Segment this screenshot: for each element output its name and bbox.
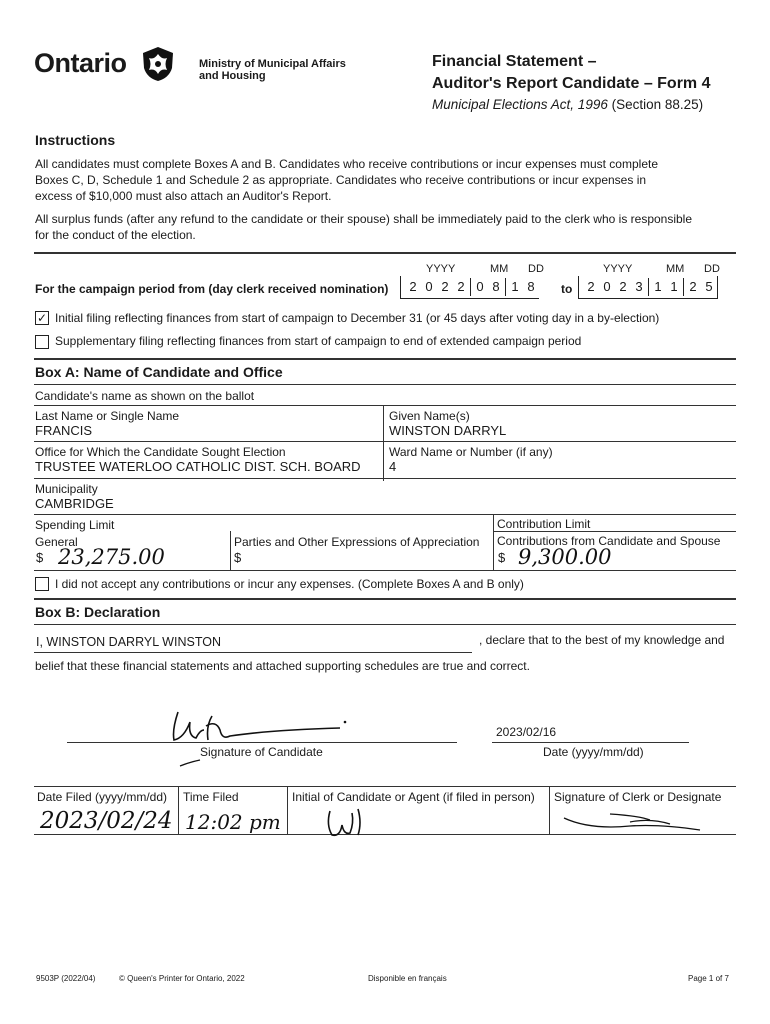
ballot-name-label: Candidate's name as shown on the ballot xyxy=(35,389,255,403)
french-link[interactable]: Disponible en français xyxy=(368,974,447,983)
office-label: Office for Which the Candidate Sought Election xyxy=(35,445,286,459)
clerk-signature-icon xyxy=(560,806,710,836)
instructions-p2-l2: for the conduct of the election. xyxy=(35,228,196,242)
spending-limit-label: Spending Limit xyxy=(35,518,115,532)
last-name-label: Last Name or Single Name xyxy=(35,409,180,423)
supplementary-filing-label: Supplementary filing reflecting finances from start of campaign to end of extended campaign period xyxy=(55,334,582,348)
from-year-digit: 0 xyxy=(425,279,433,294)
parties-label: Parties and Other Expressions of Appreciation xyxy=(234,535,480,549)
to-day-digit: 5 xyxy=(705,279,713,294)
box-a-top-rule xyxy=(34,358,736,360)
box-a-heading-rule xyxy=(34,384,736,385)
dd-label-from: DD xyxy=(528,263,544,275)
date-filed-label: Date Filed (yyyy/mm/dd) xyxy=(37,790,168,804)
act-name: Municipal Elections Act, 1996 xyxy=(432,97,608,112)
initial-label: Initial of Candidate or Agent (if filed in person) xyxy=(292,790,535,804)
dd-label-to: DD xyxy=(704,263,720,275)
supplementary-filing-checkbox[interactable] xyxy=(35,335,49,349)
ministry-line-2: and Housing xyxy=(199,70,266,82)
box-b-top-rule xyxy=(34,598,736,600)
from-year-digit: 2 xyxy=(409,279,417,294)
declaration-date-label: Date (yyyy/mm/dd) xyxy=(543,745,644,759)
to-label: to xyxy=(561,282,573,296)
time-filed-value[interactable]: 12:02 pm xyxy=(185,810,281,834)
to-year-digit: 2 xyxy=(587,279,595,294)
general-dollar-sign: $ xyxy=(36,550,44,565)
from-day-digit: 1 xyxy=(511,279,519,294)
period-to-field[interactable] xyxy=(578,276,718,299)
from-day-digit: 8 xyxy=(527,279,535,294)
general-label: General xyxy=(35,535,78,549)
ministry-line-1: Ministry of Municipal Affairs xyxy=(199,58,346,70)
contribution-limit-label: Contribution Limit xyxy=(497,517,591,531)
signature-label: Signature of Candidate xyxy=(200,745,323,759)
date-filed-value[interactable]: 2023/02/24 xyxy=(40,808,173,834)
municipality-value[interactable]: CAMBRIDGE xyxy=(35,496,114,511)
initial-filing-checkbox[interactable] xyxy=(35,311,49,325)
from-year-digit: 2 xyxy=(441,279,449,294)
office-value[interactable]: TRUSTEE WATERLOO CATHOLIC DIST. SCH. BOARD xyxy=(35,459,361,474)
contrib-candidate-label: Contributions from Candidate and Spouse xyxy=(497,534,721,548)
to-month-digit: 1 xyxy=(654,279,662,294)
form-title-line-1: Financial Statement – xyxy=(432,53,597,70)
no-contributions-checkbox[interactable] xyxy=(35,577,49,591)
ward-value[interactable]: 4 xyxy=(389,459,397,474)
ontario-logo xyxy=(34,48,127,79)
act-section: (Section 88.25) xyxy=(611,97,704,112)
ward-label: Ward Name or Number (if any) xyxy=(389,445,553,459)
candidate-signature-icon xyxy=(160,700,360,780)
instructions-p1-l2: Boxes C, D, Schedule 1 and Schedule 2 as appropriate. Candidates who receive contributions or incur expenses in xyxy=(35,173,647,187)
copyright: © Queen's Printer for Ontario, 2022 xyxy=(119,974,245,983)
time-filed-label: Time Filed xyxy=(183,790,239,804)
act-reference xyxy=(432,97,703,113)
last-name-value[interactable]: FRANCIS xyxy=(35,423,93,438)
initial-filing-label: Initial filing reflecting finances from start of campaign to December 31 (or 45 days after voting day in a by-election) xyxy=(55,311,660,325)
contrib-dollar-sign: $ xyxy=(498,550,506,565)
page-number: Page 1 of 7 xyxy=(688,974,729,983)
instructions-p1-l3: excess of $10,000 must also attach an Auditor's Report. xyxy=(35,189,332,203)
mm-label-to: MM xyxy=(666,263,685,275)
from-month-digit: 0 xyxy=(476,279,484,294)
parties-dollar-sign: $ xyxy=(234,550,242,565)
given-name-label: Given Name(s) xyxy=(389,409,470,423)
declaration-date-value[interactable]: 2023/02/16 xyxy=(496,725,557,739)
yyyy-label-to: YYYY xyxy=(603,263,633,275)
form-number: 9503P (2022/04) xyxy=(36,974,96,983)
yyyy-label-from: YYYY xyxy=(426,263,456,275)
no-contributions-label: I did not accept any contributions or incur any expenses. (Complete Boxes A and B only) xyxy=(55,577,524,591)
instructions-p2-l1: All surplus funds (after any refund to the candidate or their spouse) shall be immediately paid to the clerk who is responsible xyxy=(35,212,693,226)
instructions-p1-l1: All candidates must complete Boxes A and B. Candidates who receive contributions or incur expenses must complete xyxy=(35,157,658,171)
divider xyxy=(34,252,736,254)
declarant-name[interactable]: I, WINSTON DARRYL WINSTON xyxy=(36,635,221,649)
trillium-icon xyxy=(141,46,175,82)
to-day-digit: 2 xyxy=(689,279,697,294)
ontario-wordmark: Ontario xyxy=(34,48,127,78)
municipality-label: Municipality xyxy=(35,482,98,496)
to-year-digit: 3 xyxy=(635,279,643,294)
box-b-heading: Box B: Declaration xyxy=(35,604,161,620)
to-year-digit: 2 xyxy=(619,279,627,294)
period-from-field[interactable] xyxy=(400,276,539,299)
to-year-digit: 0 xyxy=(603,279,611,294)
from-year-digit: 2 xyxy=(457,279,465,294)
instructions-heading: Instructions xyxy=(35,132,116,148)
agent-initial-icon xyxy=(322,805,372,845)
campaign-period-label: For the campaign period from (day clerk received nomination) xyxy=(35,282,389,296)
given-name-value[interactable]: WINSTON DARRYL xyxy=(389,423,507,438)
mm-label-from: MM xyxy=(490,263,509,275)
declare-text: , declare that to the best of my knowledge and xyxy=(479,633,725,647)
to-month-digit: 1 xyxy=(670,279,678,294)
contribution-limit-value[interactable]: 9,300.00 xyxy=(518,545,612,569)
belief-text: belief that these financial statements and attached supporting schedules are true and correct. xyxy=(35,659,530,673)
check-icon: ✓ xyxy=(36,311,48,325)
from-month-digit: 8 xyxy=(492,279,500,294)
general-limit-value[interactable]: 23,275.00 xyxy=(58,545,165,569)
box-a-heading: Box A: Name of Candidate and Office xyxy=(35,364,283,380)
form-title-line-2: Auditor's Report Candidate – Form 4 xyxy=(432,75,711,92)
clerk-signature-label: Signature of Clerk or Designate xyxy=(554,790,722,804)
